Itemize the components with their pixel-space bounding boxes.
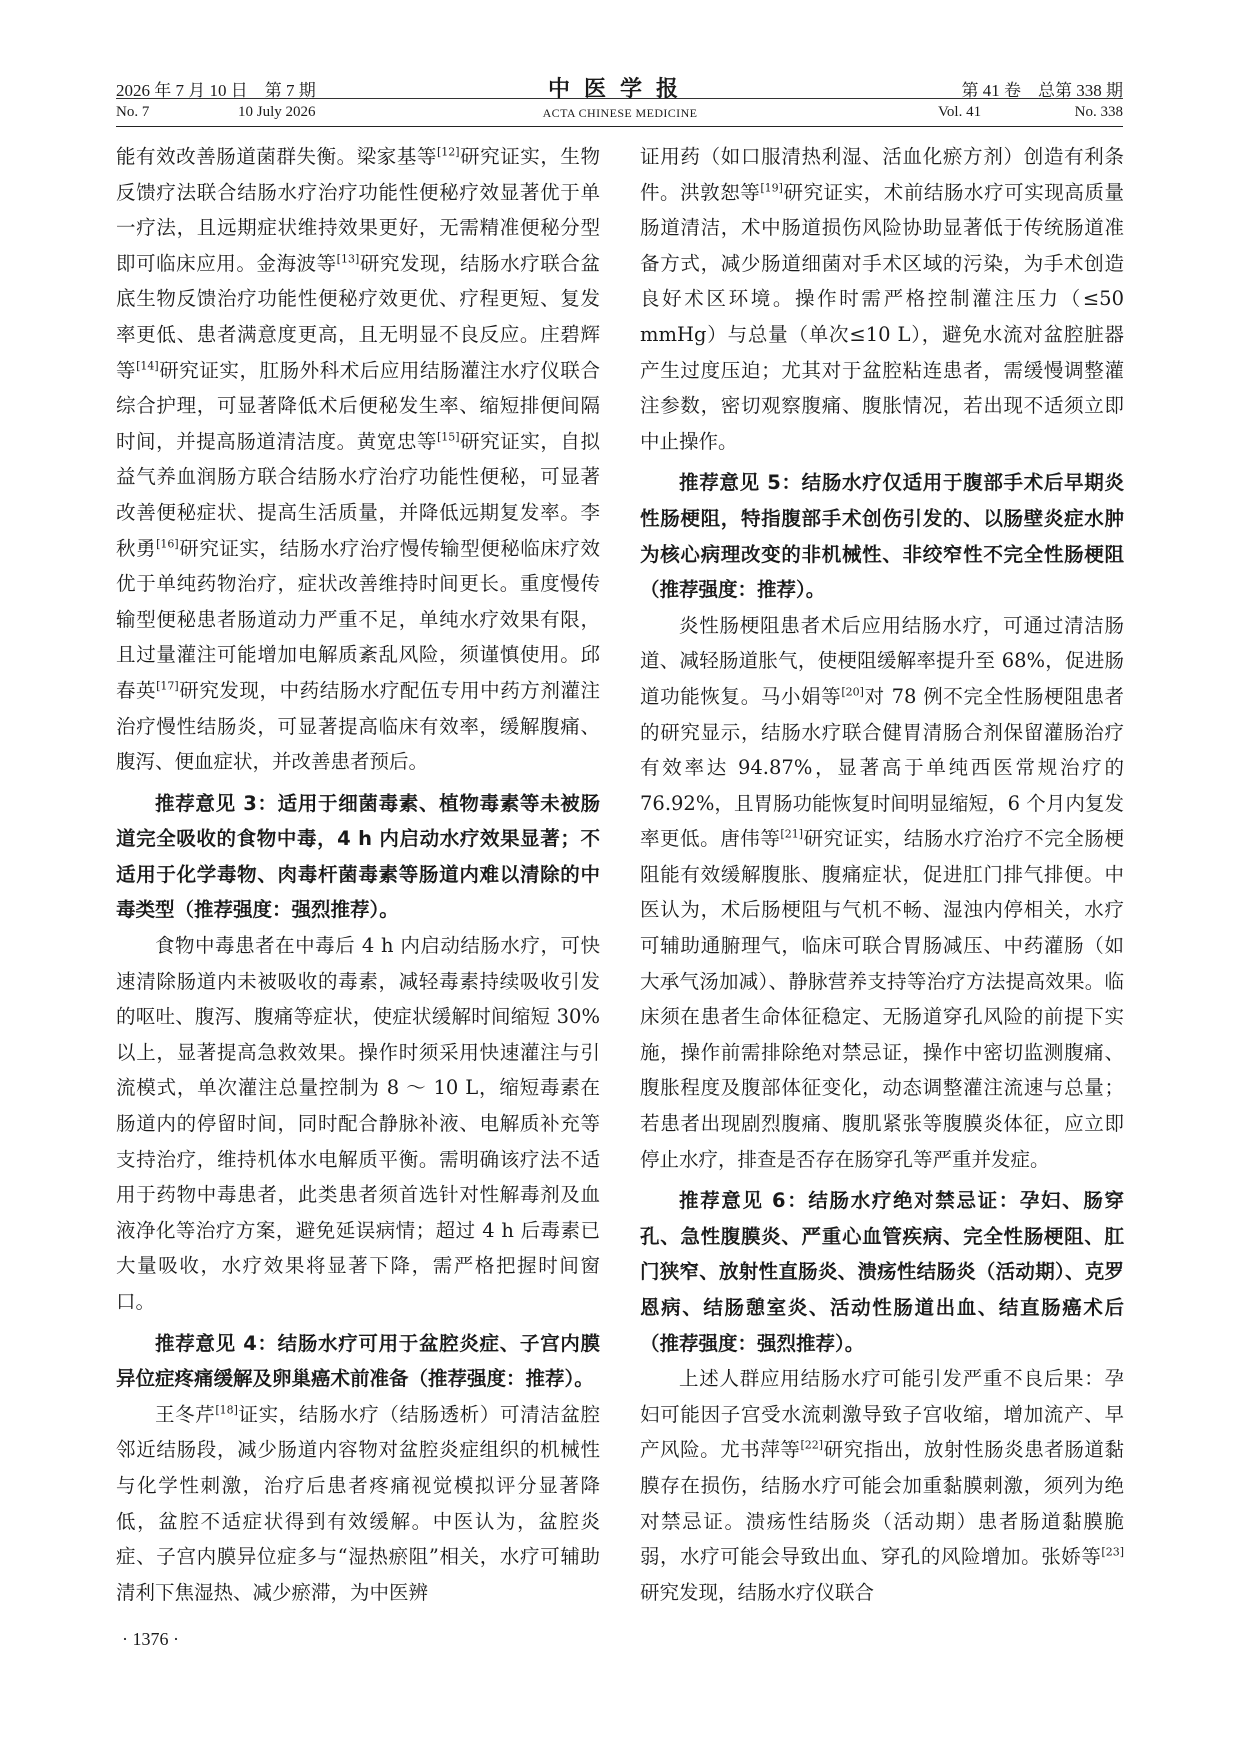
right-column [640, 139, 1124, 1610]
body-paragraph: 王冬芹[18]证实，结肠水疗（结肠透析）可清洁盆腔邻近结肠段，减少肠道内容物对盆腔炎症组织的机械性与化学性刺激，治疗后患者疼痛视觉模拟评分显著降低，盆腔不适症状得到有效缓解。中医认为，盆腔炎症、子宫内膜异位症多与“湿热瘀阻”相关，水疗可辅助清利下焦湿热、减少瘀滞，为中医辨 [116, 1402, 600, 1604]
recommendation-5: 推荐意见 5：结肠水疗仅适用于腹部手术后早期炎性肠梗阻，特指腹部手术创伤引发的、以肠壁炎症水肿为核心病理改变的非机械性、非绞窄性不完全性肠梗阻（推荐强度：推荐）。 [640, 471, 1124, 602]
body-paragraph: 食物中毒患者在中毒后 4 h 内启动结肠水疗，可快速清除肠道内未被吸收的毒素，减轻毒素持续吸收引发的呕吐、腹泻、腹痛等症状，使症状缓解时间缩短 30% 以上，显著提高急救效果。操作时须采用快速灌注与引流模式，单次灌注总量控制为 8 ～ 10 L，缩短毒素在肠道内的停留时间，同时配合静脉补液、电解质补充等支持治疗，维持机体水电解质平衡。需明确该疗法不适用于药物中毒患者，此类患者须首选针对性解毒剂及血液净化等治疗方案，避免延误病情；超过 4 h 后毒素已大量吸收，水疗效果将显著下降，需严格把握时间窗口。 [116, 934, 600, 1313]
page-number: · 1376 · [122, 1629, 179, 1649]
header-volume-en: Vol. 41 [938, 104, 982, 120]
header-issue-en: No. 7 [116, 104, 150, 120]
body-paragraph: 证用药（如口服清热利湿、活血化瘀方剂）创造有利条件。洪敦恕等[19]研究证实，术前结肠水疗可实现高质量肠道清洁，术中肠道损伤风险协助显著低于传统肠道准备方式，减少肠道细菌对手术区域的污染，为手术创造良好术区环境。操作时需严格控制灌注压力（≤50 mmHg）与总量（单次≤10 L），避免水流对盆腔脏器产生过度压迫；尤其对于盆腔粘连患者，需缓慢调整灌注参数，密切观察腹痛、腹胀情况，若出现不适须立即中止操作。 [640, 145, 1124, 453]
journal-title-cn: 中医学报 [547, 76, 692, 102]
header-total-issue-en: No. 338 [1074, 104, 1123, 120]
journal-title-en: ACTA CHINESE MEDICINE [542, 106, 698, 120]
header-volume-cn: 第 41 卷 总第 338 期 [961, 81, 1123, 100]
recommendation-6: 推荐意见 6：结肠水疗绝对禁忌证：孕妇、肠穿孔、急性腹膜炎、严重心血管疾病、完全性肠梗阻、肛门狭窄、放射性直肠炎、溃疡性结肠炎（活动期）、克罗恩病、结肠憩室炎、活动性肠道出血、结直肠癌术后（推荐强度：强烈推荐）。 [640, 1189, 1124, 1355]
header-rule [116, 126, 1123, 127]
body-paragraph: 炎性肠梗阻患者术后应用结肠水疗，可通过清洁肠道、减轻肠道胀气，使梗阻缓解率提升至 68%，促进肠道功能恢复。马小娟等[20]对 78 例不完全性肠梗阻患者的研究显示，结肠水疗联合健胃清肠合剂保留灌肠治疗有效率达 94.87%，显著高于单纯西医常规治疗的 76.92%，且胃肠功能恢复时间明显缩短，6 个月内复发率更低。唐伟等[21]研究证实，结肠水疗治疗不完全肠梗阻能有效缓解腹胀、腹痛症状，促进肛门排气排便。中医认为，术后肠梗阻与气机不畅、湿浊内停相关，水疗可辅助通腑理气，临床可联合胃肠减压、中药灌肠（如大承气汤加减）、静脉营养支持等治疗方法提高效果。临床须在患者生命体征稳定、无肠道穿孔风险的前提下实施，操作前需排除绝对禁忌证，操作中密切监测腹痛、腹胀程度及腹部体征变化，动态调整灌注流速与总量；若患者出现剧烈腹痛、腹肌紧张等腹膜炎体征，应立即停止水疗，排查是否存在肠穿孔等严重并发症。 [640, 613, 1124, 1171]
body-paragraph: 能有效改善肠道菌群失衡。梁家基等[12]研究证实，生物反馈疗法联合结肠水疗治疗功能性便秘疗效显著优于单一疗法，且远期症状维持效果更好，无需精准便秘分型即可临床应用。金海波等[13]研究发现，结肠水疗联合盆底生物反馈治疗功能性便秘疗效更优、疗程更短、复发率更低、患者满意度更高，且无明显不良反应。庄碧辉等[14]研究证实，肛肠外科术后应用结肠灌注水疗仪联合综合护理，可显著降低术后便秘发生率、缩短排便间隔时间，并提高肠道清洁度。黄宽忠等[15]研究证实，自拟益气养血润肠方联合结肠水疗治疗功能性便秘，可显著改善便秘症状、提高生活质量，并降低远期复发率。李秋勇[16]研究证实，结肠水疗治疗慢传输型便秘临床疗效优于单纯药物治疗，症状改善维持时间更长。重度慢传输型便秘患者肠道动力严重不足，单纯水疗效果有限，且过量灌注可能增加电解质紊乱风险，须谨慎使用。邱春英[17]研究发现，中药结肠水疗配伍专用中药方剂灌注治疗慢性结肠炎，可显著提高临床有效率，缓解腹痛、腹泻、便血症状，并改善患者预后。 [116, 145, 600, 774]
recommendation-4: 推荐意见 4：结肠水疗可用于盆腔炎症、子宫内膜异位症疼痛缓解及卵巢癌术前准备（推荐强度：推荐）。 [116, 1331, 600, 1391]
header-date-cn: 2026 年 7 月 10 日 第 7 期 [116, 81, 316, 100]
recommendation-3: 推荐意见 3：适用于细菌毒素、植物毒素等未被肠道完全吸收的食物中毒，4 h 内启动水疗效果显著；不适用于化学毒物、肉毒杆菌毒素等肠道内难以清除的中毒类型（推荐强度：强烈推荐）。 [116, 791, 600, 922]
header-rule-thin [116, 98, 1123, 99]
header-date-en: 10 July 2026 [238, 104, 316, 120]
body-paragraph: 上述人群应用结肠水疗可能引发严重不良后果：孕妇可能因子宫受水流刺激导致子宫收缩，增加流产、早产风险。尤书萍等[22]研究指出，放射性肠炎患者肠道黏膜存在损伤，结肠水疗可能会加重黏膜刺激，须列为绝对禁忌证。溃疡性结肠炎（活动期）患者肠道黏膜脆弱，水疗可能会导致出血、穿孔的风险增加。张娇等[23]研究发现，结肠水疗仪联合 [640, 1367, 1124, 1604]
left-column [116, 139, 600, 1610]
